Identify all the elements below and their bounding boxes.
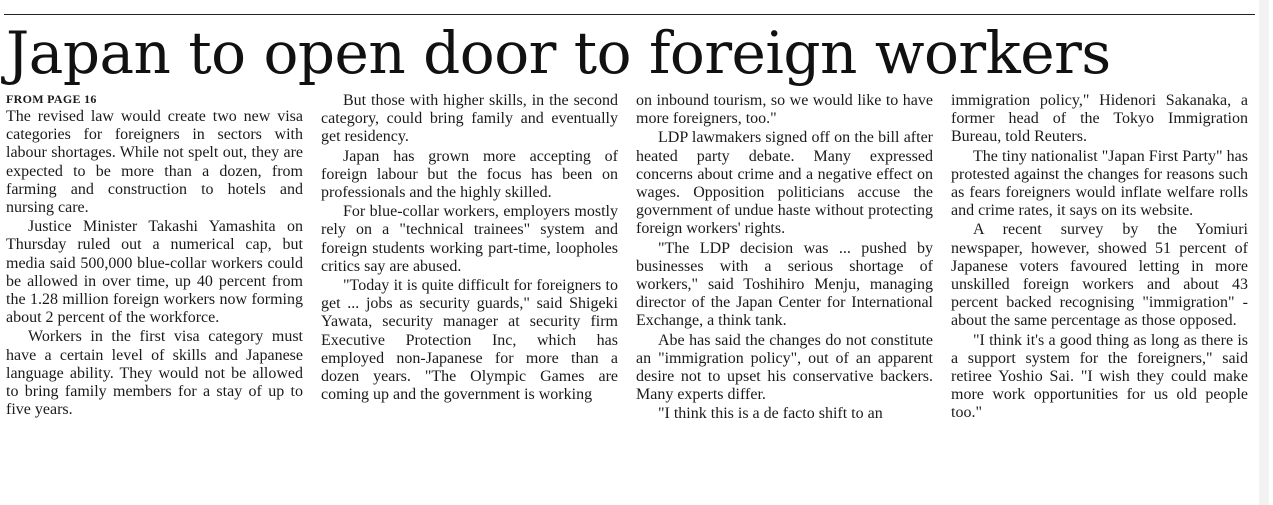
paragraph: But those with higher skills, in the second category, could bring family and eventually get residency. bbox=[321, 92, 618, 146]
paragraph: "Today it is quite difficult for foreigners to get ... jobs as security guards," said Shigeki Yawata, security manager at security firm Executive Protection Inc, which has employed non-Japanese for more than a dozen years. "The Olympic Games are coming up and the government is working bbox=[321, 277, 618, 404]
article-column-1 bbox=[6, 92, 303, 505]
paragraph: on inbound tourism, so we would like to have more foreigners, too." bbox=[636, 92, 933, 128]
paragraph: For blue-collar workers, employers mostly rely on a "technical trainees" system and foreign students working part-time, loopholes critics say are abused. bbox=[321, 203, 618, 275]
paragraph: Justice Minister Takashi Yamashita on Thursday ruled out a numerical cap, but media said 500,000 blue-collar workers could be allowed in over time, up 40 percent from the 1.28 million foreign workers now forming about 2 percent of the workforce. bbox=[6, 218, 303, 327]
page-edge bbox=[1259, 0, 1269, 505]
paragraph: LDP lawmakers signed off on the bill after heated party debate. Many expressed concerns about crime and a negative effect on wages. Opposition politicians accuse the government of undue haste without protecting foreign workers' rights. bbox=[636, 129, 933, 238]
paragraph: "I think it's a good thing as long as there is a support system for the foreigners," said retiree Yoshio Sai. "I wish they could make more work opportunities for us old people too." bbox=[951, 331, 1248, 422]
paragraph: immigration policy," Hidenori Sakanaka, a former head of the Tokyo Immigration Bureau, told Reuters. bbox=[951, 92, 1248, 146]
article-column-4 bbox=[951, 92, 1248, 505]
paragraph: Abe has said the changes do not constitute an "immigration policy", out of an apparent desire not to upset his conservative backers. Many experts differ. bbox=[636, 331, 933, 404]
paragraph: Workers in the first visa category must have a certain level of skills and Japanese language ability. They would not be allowed to bring family members for a stay of up to five years. bbox=[6, 328, 303, 419]
top-rule bbox=[4, 14, 1255, 15]
article-body bbox=[6, 92, 1250, 505]
paragraph: Japan has grown more accepting of foreign labour but the focus has been on professionals and the highly skilled. bbox=[321, 147, 618, 202]
paragraph: The revised law would create two new visa categories for foreigners in sectors with labour shortages. While not spelt out, they are expected to be more than a dozen, from farming and construction to hotels and nursing care. bbox=[6, 108, 303, 217]
paragraph: "The LDP decision was ... pushed by businesses with a serious shortage of workers," said Toshihiro Menju, managing director of the Japan Center for International Exchange, a think tank. bbox=[636, 239, 933, 330]
paragraph: A recent survey by the Yomiuri newspaper, however, showed 51 percent of Japanese voters favoured letting in more unskilled foreign workers and about 43 percent backed recognising "immigration" - about the same percentage as those opposed. bbox=[951, 221, 1248, 330]
paragraph: The tiny nationalist "Japan First Party" has protested against the changes for reasons such as fears foreigners would inflate welfare rolls and crime rates, it says on its website. bbox=[951, 147, 1248, 220]
article-column-2 bbox=[321, 92, 618, 505]
article-column-3 bbox=[636, 92, 933, 505]
headline: Japan to open door to foreign workers bbox=[6, 19, 1111, 87]
paragraph: "I think this is a de facto shift to an bbox=[658, 405, 883, 423]
continued-from-kicker: FROM PAGE 16 bbox=[6, 92, 97, 106]
